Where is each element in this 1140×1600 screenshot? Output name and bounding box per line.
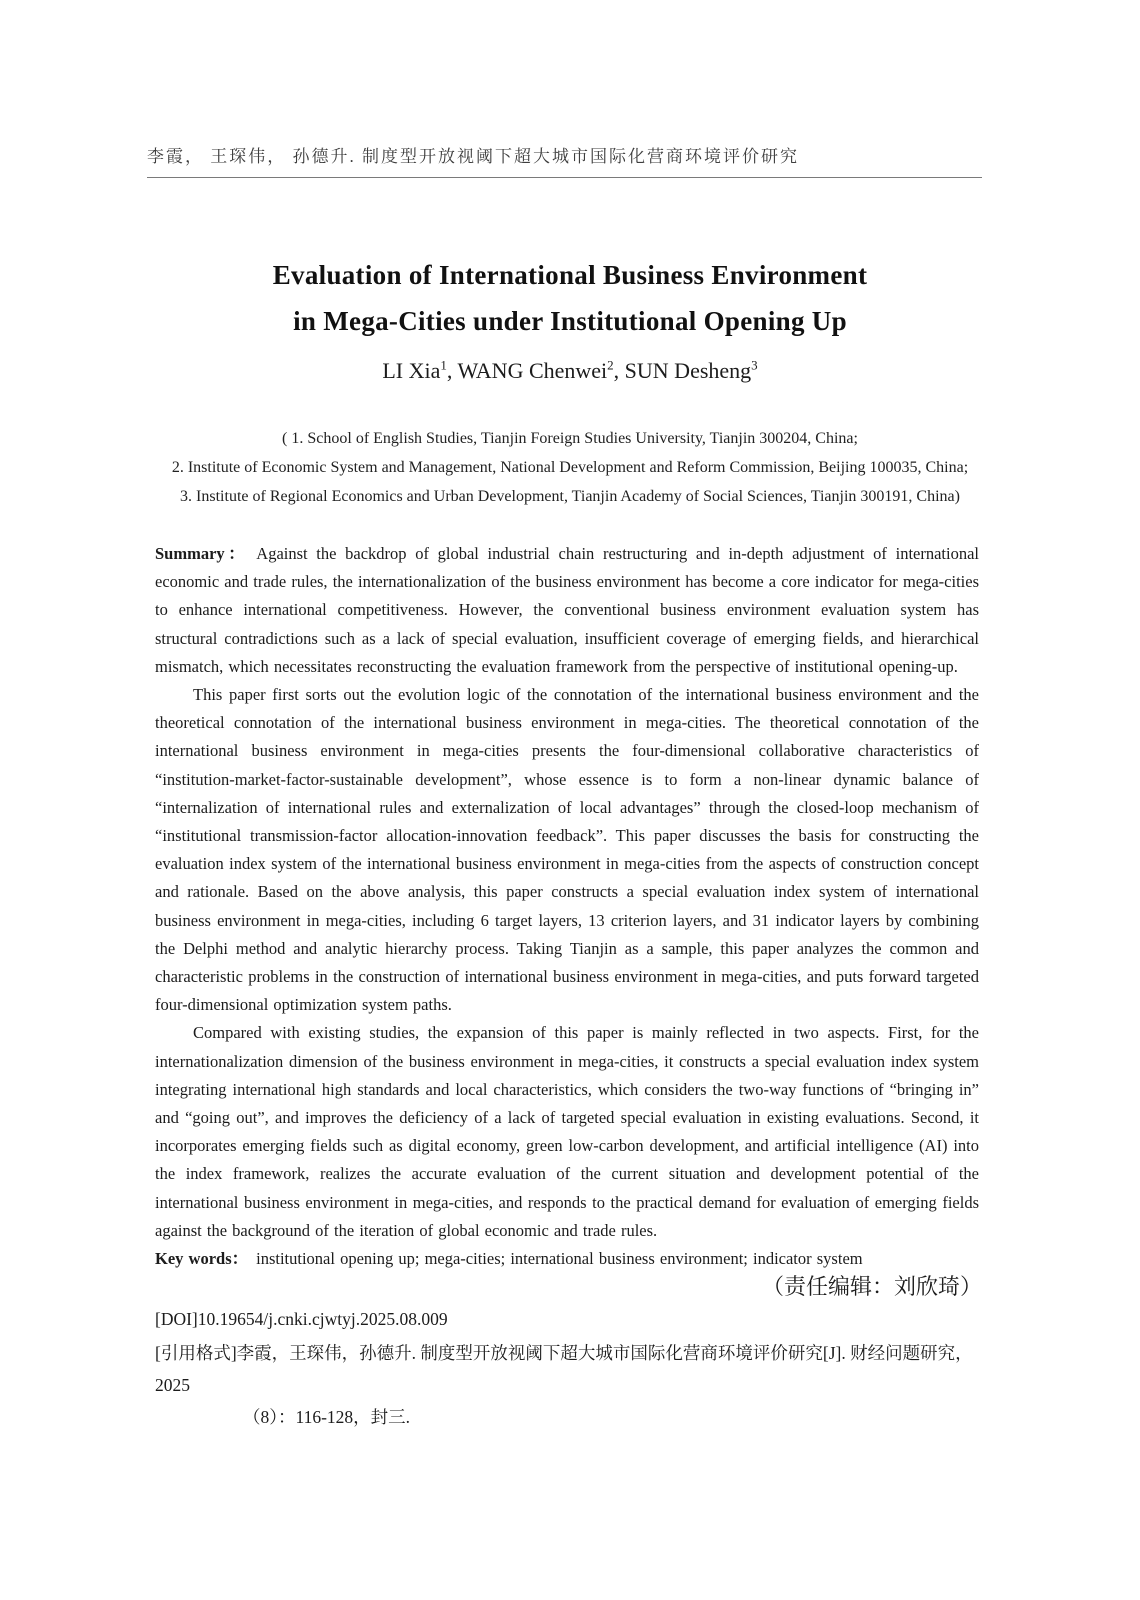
article-title-line2: in Mega-Cities under Institutional Opening Up [293,306,847,336]
doi-line: [DOI]10.19654/j.cnki.cjwtyj.2025.08.009 [155,1309,448,1329]
authors-line [0,358,1140,384]
author [625,358,758,383]
affiliation-line: ( 1. School of English Studies, Tianjin Foreign Studies University, Tianjin 300204, China; [282,430,858,447]
article-title [0,252,1140,344]
author-name: LI Xia [382,358,441,383]
author-affiliation-mark: 2 [607,357,614,373]
summary-text: Against the backdrop of global industrial chain restructuring and in-depth adjustment of international economic and trade rules, the internationalization of the business environment has become a core indicator for mega-cities to enhance international competitiveness. However, the conventional business environment evaluation system has structural contradictions such as a lack of special evaluation, insufficient coverage of emerging fields, and hierarchical mismatch, which necessitates reconstructing the evaluation framework from the perspective of institutional opening-up. [155,544,979,676]
citation-line2: （8）：116-128，封三. [243,1407,411,1427]
author-name: SUN Desheng [624,358,752,383]
author-affiliation-mark: 3 [751,357,758,373]
summary-paragraph [155,540,979,681]
author-affiliation-mark: 1 [440,357,447,373]
citation-line1: [引用格式]李霞，王琛伟，孙德升. 制度型开放视阈下超大城市国际化营商环境评价研究[J]. 财经问题研究，2025 [155,1343,973,1395]
author-name: WANG Chenwei [457,358,608,383]
affiliation-line: 3. Institute of Regional Economics and Urban Development, Tianjin Academy of Social Sciences, Tianjin 300191, China) [180,488,960,505]
affiliation-line: 2. Institute of Economic System and Management, National Development and Reform Commission, Beijing 100035, China; [171,459,969,476]
author-separator: , [613,358,625,383]
keywords-text: institutional opening up; mega-cities; international business environment; indicator system [256,1249,863,1269]
author [457,358,624,383]
abstract-paragraph: Compared with existing studies, the expansion of this paper is mainly reflected in two aspects. First, for the internationalization dimension of the business environment in mega-cities, it constructs a special evaluation index system integrating international high standards and local characteristics, which considers the two-way functions of “bringing in” and “going out”, and improves the deficiency of a lack of targeted special evaluation in existing evaluations. Second, it incorporates emerging fields such as digital economy, green low-carbon development, and artificial intelligence (AI) into the index framework, realizes the accurate evaluation of the current situation and development potential of the international business environment in mega-cities, and responds to the practical demand for evaluation of emerging fields against the background of the iteration of global economic and trade rules. [155,1023,979,1240]
running-head-text: 李霞， 王琛伟， 孙德升. 制度型开放视阈下超大城市国际化营商环境评价研究 [147,147,799,166]
author-separator: , [446,358,458,383]
responsible-editor-note: （责任编辑：刘欣琦） [761,1274,982,1299]
keywords-label: Key words： [155,1249,249,1269]
abstract-section [155,540,979,1273]
author [382,358,457,383]
abstract-paragraph: This paper first sorts out the evolution logic of the connotation of the international business environment and the theoretical connotation of the international business environment in mega-cities. The theoretical connotation of the international business environment in mega-cities presents the four-dimensional collaborative characteristics of “institution-market-factor-sustainable development”, whose essence is to form a non-linear dynamic balance of “internalization of international rules and externalization of local advantages” through the closed-loop mechanism of “institutional transmission-factor allocation-innovation feedback”. This paper discusses the basis for constructing the evaluation index system of the international business environment in mega-cities from the aspects of construction concept and rationale. Based on the above analysis, this paper constructs a special evaluation index system of international business environment in mega-cities, including 6 target layers, 13 criterion layers, and 31 indicator layers by combining the Delphi method and analytic hierarchy process. Taking Tianjin as a sample, this paper analyzes the common and characteristic problems in the construction of international business environment in mega-cities, and puts forward targeted four-dimensional optimization system paths. [155,685,979,1015]
running-head [147,142,982,178]
reference-block [155,1303,983,1433]
summary-label: Summary： [155,544,249,563]
affiliations-block [0,424,1140,511]
article-title-line1: Evaluation of International Business Environment [272,260,868,290]
